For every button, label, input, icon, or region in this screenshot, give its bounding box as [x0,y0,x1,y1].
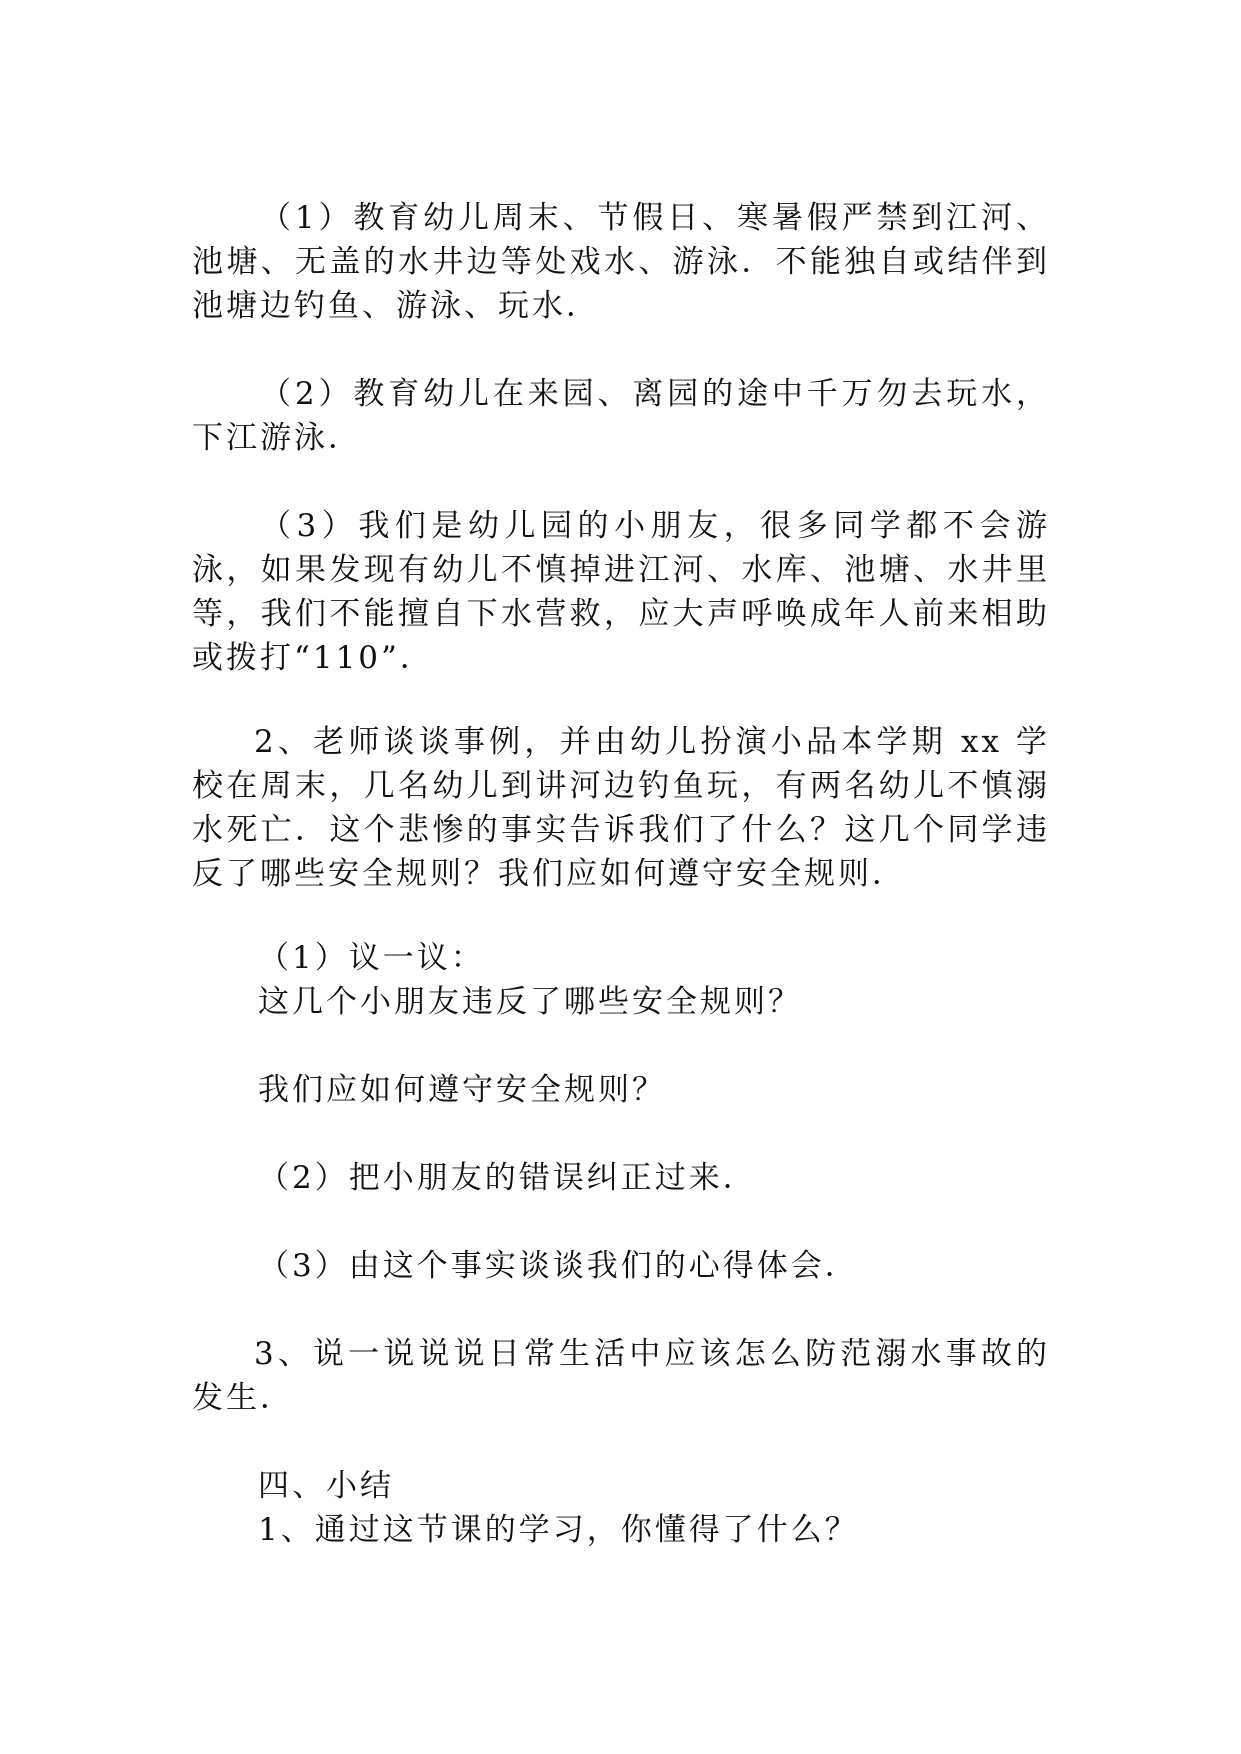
paragraph-discuss-question-1: 这几个小朋友违反了哪些安全规则？ [258,984,802,1020]
section-heading-summary: 四、小结 [258,1468,394,1504]
paragraph-rule-2: （2）教育幼儿在来园、离园的途中千万勿去玩水，下江游泳． [192,376,1050,456]
paragraph-summary-question: 1、通过这节课的学习，你懂得了什么？ [258,1512,859,1548]
paragraph-case-story: 2、老师谈谈事例，并由幼儿扮演小品本学期 xx 学校在周末，几名幼儿到讲河边钓鱼玩，有两名幼儿不慎溺水死亡．这个悲惨的事实告诉我们了什么？这几个同学违反了哪些安全规则？我们应如何遵守安全规则． [192,724,1050,892]
paragraph-share-thoughts: （3）由这个事实谈谈我们的心得体会． [258,1248,859,1284]
paragraph-rule-1: （1）教育幼儿周末、节假日、寒暑假严禁到江河、池塘、无盖的水井边等处戏水、游泳．不能独自或结伴到池塘边钓鱼、游泳、玩水． [192,200,1050,324]
paragraph-discuss-question-2: 我们应如何遵守安全规则？ [258,1072,666,1108]
paragraph-discuss-heading: （1）议一议： [258,940,485,976]
paragraph-prevention: 3、说一说说说日常生活中应该怎么防范溺水事故的发生． [192,1336,1050,1416]
paragraph-rule-3: （3）我们是幼儿园的小朋友，很多同学都不会游泳，如果发现有幼儿不慎掉进江河、水库、池塘、水井里等，我们不能擅自下水营救，应大声呼唤成年人前来相助或拨打“110”． [192,508,1050,676]
paragraph-correct-mistakes: （2）把小朋友的错误纠正过来． [258,1160,757,1196]
